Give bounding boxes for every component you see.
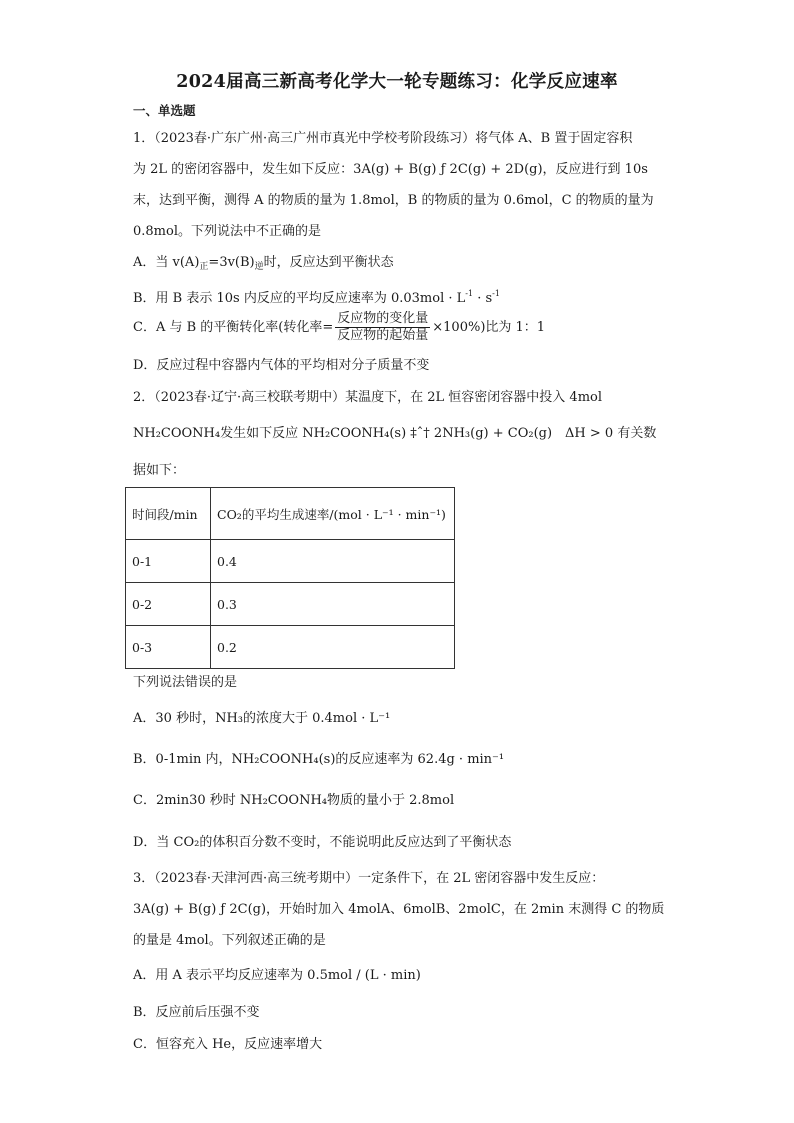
table-cell: 0-3 — [126, 626, 211, 669]
q1-option-a-pre: A．当 v(A) — [133, 255, 200, 270]
rate-data-table — [125, 487, 455, 669]
q2-option-d: D．当 CO₂的体积百分数不变时，不能说明此反应达到了平衡状态 — [133, 835, 512, 850]
q1-option-a-mid: =3v(B) — [208, 255, 255, 270]
q1-line-3: 末，达到平衡，测得 A 的物质的量为 1.8mol，B 的物质的量为 0.6mol，C 的物质的量为 — [133, 193, 654, 208]
document-title: 2024届高三新高考化学大一轮专题练习：化学反应速率 — [176, 72, 618, 92]
q1-option-b-sup-1: -1 — [465, 289, 474, 298]
table-cell: 0.3 — [211, 583, 455, 626]
q1-option-c-pre: C．A 与 B 的平衡转化率(转化率= — [133, 320, 334, 335]
q3-option-b: B．反应前后压强不变 — [133, 1005, 260, 1020]
q1-line-1: 1．（2023春·广东广州·高三广州市真光中学校考阶段练习）将气体 A、B 置于固定容积 — [133, 131, 633, 146]
conversion-fraction — [335, 311, 430, 344]
q1-option-a-sub-2: 逆 — [254, 262, 264, 272]
table-header-row — [126, 488, 455, 540]
q1-option-c — [133, 311, 545, 344]
q2-line-2: NH₂COONH₄发生如下反应 NH₂COONH₄(s) ‡ˆ† 2NH₃(g) + CO₂(g) ΔH > 0 有关数 — [133, 426, 657, 441]
q2-option-a: A．30 秒时，NH₃的浓度大于 0.4mol · L⁻¹ — [133, 711, 391, 726]
table-cell: 0-1 — [126, 540, 211, 583]
q3-line-1: 3．（2023春·天津河西·高三统考期中）一定条件下，在 2L 密闭容器中发生反应： — [133, 871, 605, 886]
q3-line-3: 的量是 4mol。下列叙述正确的是 — [133, 933, 326, 948]
fraction-numerator: 反应物的变化量 — [337, 311, 429, 326]
q2-line-1: 2．（2023春·辽宁·高三校联考期中）某温度下，在 2L 恒容密闭容器中投入 4mol — [133, 390, 603, 405]
table-header-cell: 时间段/min — [126, 488, 211, 540]
table-row — [126, 583, 455, 626]
q1-option-c-post: ×100%)比为 1：1 — [432, 320, 546, 335]
q1-option-b-mid: · s — [473, 291, 493, 306]
q1-option-d: D．反应过程中容器内气体的平均相对分子质量不变 — [133, 358, 430, 373]
q3-option-c: C．恒容充入 He，反应速率增大 — [133, 1037, 323, 1052]
table-cell: 0.4 — [211, 540, 455, 583]
q1-option-b — [133, 285, 500, 308]
q2-option-b: B．0-1min 内，NH₂COONH₄(s)的反应速率为 62.4g · min⁻¹ — [133, 752, 505, 767]
q3-line-2: 3A(g) + B(g) ƒ 2C(g)，开始时加入 4molA、6molB、2molC，在 2min 末测得 C 的物质 — [133, 902, 665, 917]
q1-option-a-post: 时，反应达到平衡状态 — [263, 255, 394, 270]
q1-option-b-pre: B．用 B 表示 10s 内反应的平均反应速率为 0.03mol · L — [133, 291, 466, 306]
table-header-cell: CO₂的平均生成速率/(mol · L⁻¹ · min⁻¹) — [211, 488, 455, 540]
q1-option-a — [133, 254, 394, 276]
q2-line-3: 据如下： — [133, 463, 186, 478]
q1-option-b-sup-2: -1 — [492, 289, 500, 298]
q1-line-4: 0.8mol。下列说法中不正确的是 — [133, 224, 321, 239]
table-row — [126, 540, 455, 583]
q1-line-2: 为 2L 的密闭容器中，发生如下反应：3A(g) + B(g) ƒ 2C(g) + 2D(g)，反应进行到 10s — [133, 162, 648, 177]
q2-option-c: C．2min30 秒时 NH₂COONH₄物质的量小于 2.8mol — [133, 793, 455, 808]
q2-prompt: 下列说法错误的是 — [133, 675, 238, 690]
q1-option-a-sub-1: 正 — [199, 262, 209, 272]
q3-option-a: A．用 A 表示平均反应速率为 0.5mol / (L · min) — [133, 968, 421, 983]
table-row — [126, 626, 455, 669]
table-cell: 0.2 — [211, 626, 455, 669]
table-cell: 0-2 — [126, 583, 211, 626]
section-heading: 一、单选题 — [133, 103, 196, 118]
fraction-denominator: 反应物的起始量 — [337, 328, 429, 343]
